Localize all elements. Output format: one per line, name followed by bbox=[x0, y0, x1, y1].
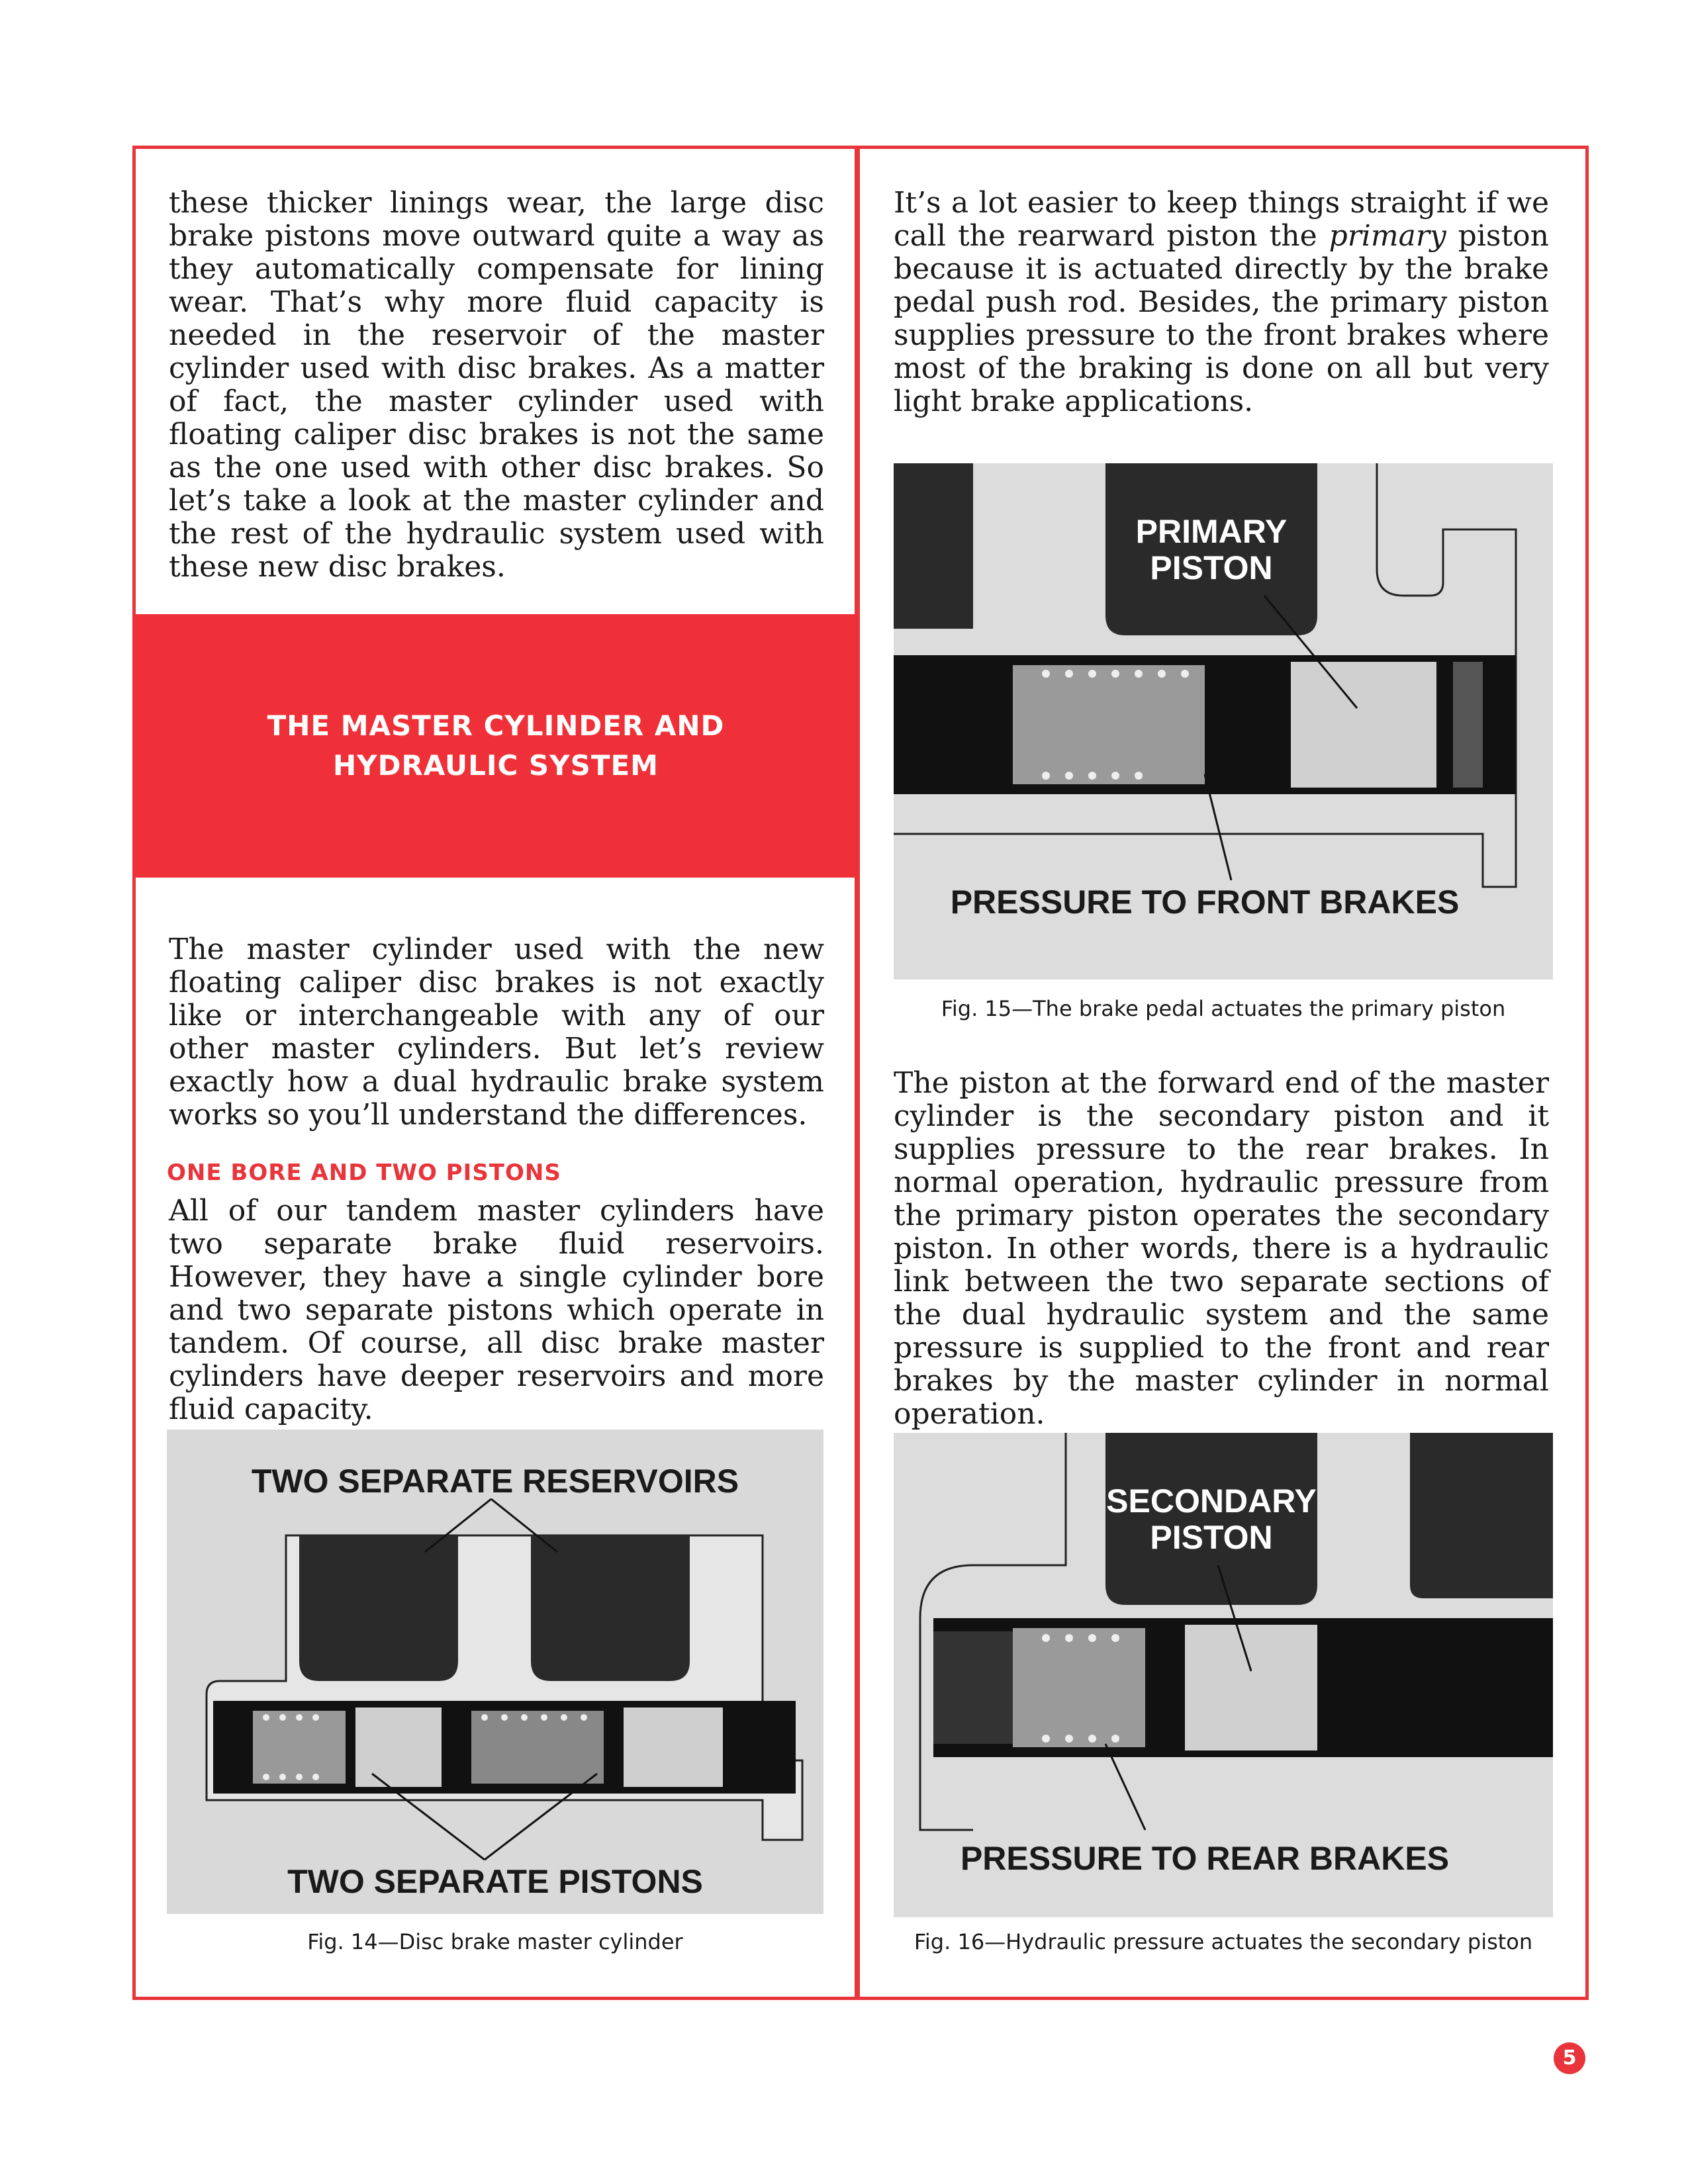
figure-15-bottom-label: PRESSURE TO FRONT BRAKES bbox=[950, 884, 1460, 921]
primary-emphasis: primary bbox=[1329, 219, 1446, 253]
figure-16-caption: Fig. 16—Hydraulic pressure actuates the secondary piston bbox=[914, 1929, 1533, 1954]
figure-16-label-line-1: SECONDARY bbox=[1106, 1482, 1317, 1520]
section-paragraph: The master cylinder used with the new floating caliper disc brakes is not exactly like or interchangeable with any of our other master cylinders. But let’s review exactly how a dual hydraulic brake system works so you’ll understand the differences. bbox=[169, 933, 824, 1132]
figure-14-caption: Fig. 14—Disc brake master cylinder bbox=[307, 1929, 683, 1954]
figure-14-illustration bbox=[167, 1430, 823, 1914]
figure-14-bottom-label: TWO SEPARATE PISTONS bbox=[287, 1863, 703, 1900]
subheading: ONE BORE AND TWO PISTONS bbox=[167, 1160, 561, 1186]
figure-16-bottom-label: PRESSURE TO REAR BRAKES bbox=[960, 1840, 1450, 1877]
figure-15-primary-piston bbox=[894, 463, 1553, 979]
figure-16-illustration bbox=[894, 1433, 1553, 1917]
figure-14-master-cylinder bbox=[167, 1430, 823, 1914]
section-banner bbox=[132, 614, 859, 878]
section-title: THE MASTER CYLINDER AND HYDRAULIC SYSTEM bbox=[267, 709, 725, 782]
right-paragraph-1-end: piston because it is actuated directly by the brake pedal push rod. Besides, the primary piston supplies pressure to the front brakes where most of the braking is done on all but very light brake applications. bbox=[894, 219, 1549, 418]
page-number: 5 bbox=[1554, 2042, 1585, 2074]
figure-15-caption: Fig. 15—The brake pedal actuates the primary piston bbox=[941, 996, 1506, 1021]
column-divider bbox=[855, 146, 858, 2000]
figure-15-label-line-2: PISTON bbox=[1150, 549, 1273, 586]
figure-15-label-line-1: PRIMARY bbox=[1135, 513, 1288, 550]
right-paragraph-2: The piston at the forward end of the master cylinder is the secondary piston and it supplies pressure to the rear brakes. In normal operation, hydraulic pressure from the primary piston operates the secondary piston. In other words, there is a hydraulic link between the two separate sections of the dual hydraulic system and the same pressure is supplied to the front and rear brakes by the master cylinder in normal operation. bbox=[894, 1066, 1549, 1431]
figure-16-label-line-2: PISTON bbox=[1150, 1519, 1273, 1556]
figure-15-illustration bbox=[894, 463, 1553, 979]
intro-paragraph: these thicker linings wear, the large disc brake pistons move outward quite a way as they automatically compensate for lining wear. That’s why more fluid capacity is needed in the reservoir of the master cylinder used with disc brakes. As a matter of fact, the master cylinder used with floating caliper disc brakes is not the same as the one used with other disc brakes. So let’s take a look at the master cylinder and the rest of the hydraulic system used with these new disc brakes. bbox=[169, 186, 824, 584]
right-paragraph-1 bbox=[894, 187, 1549, 418]
subheading-paragraph: All of our tandem master cylinders have two separate brake fluid reservoirs. However, they have a single cylinder bore and two separate pistons which operate in tandem. Of course, all disc brake master cylinders have deeper reservoirs and more fluid capacity. bbox=[169, 1194, 824, 1426]
figure-14-top-label: TWO SEPARATE RESERVOIRS bbox=[251, 1463, 739, 1500]
right-paragraph-1-start: It’s a lot easier to keep things straight if we call the rearward piston the bbox=[894, 186, 1549, 253]
figure-16-secondary-piston bbox=[894, 1433, 1553, 1917]
